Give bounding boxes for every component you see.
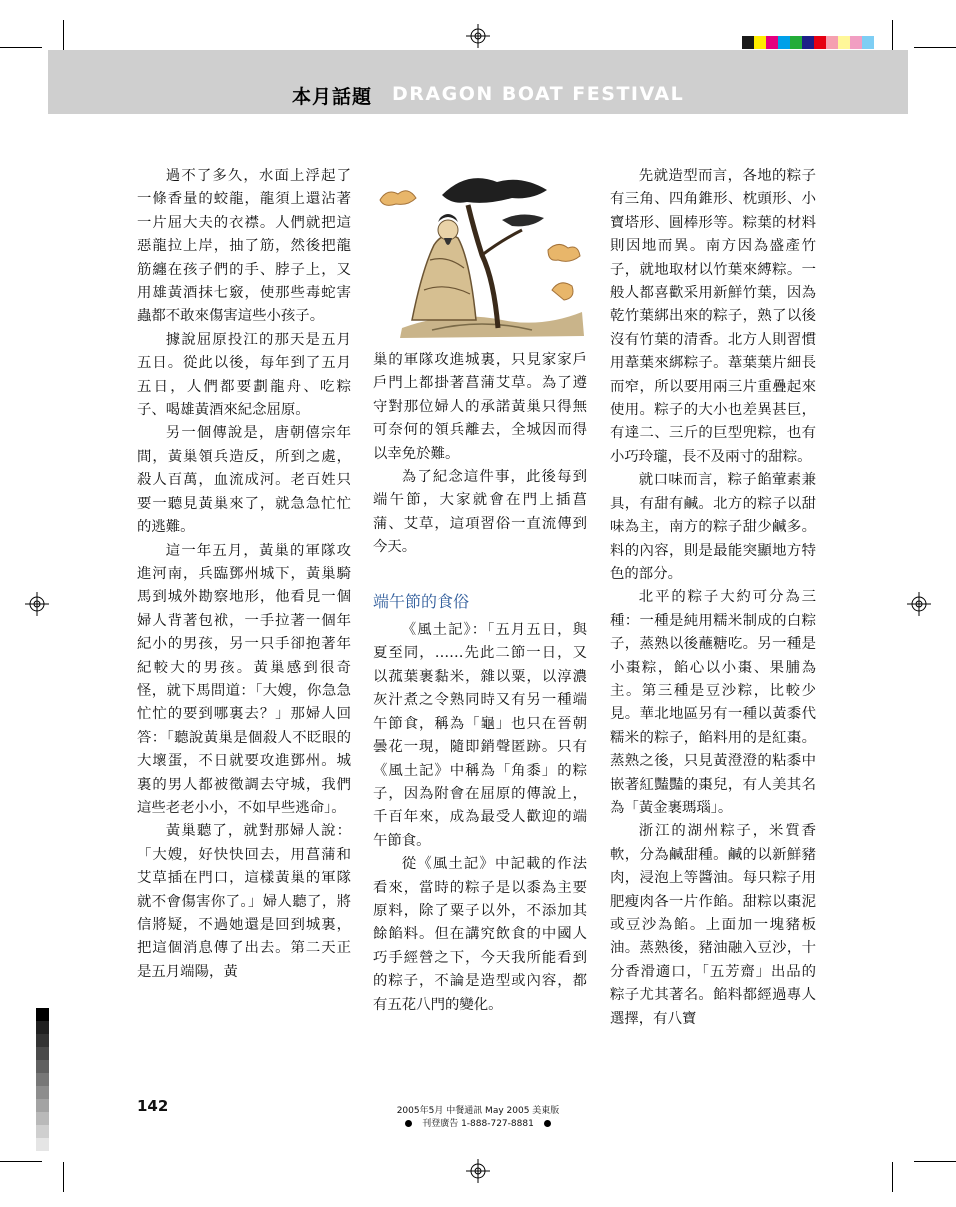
color-calibration-bar	[742, 36, 874, 49]
crop-mark	[892, 1162, 893, 1192]
color-swatch	[862, 36, 874, 49]
gray-swatch	[36, 1086, 49, 1099]
text-column-1	[137, 165, 351, 984]
crop-mark	[892, 20, 893, 50]
text-column-2	[373, 349, 587, 1017]
registration-target-icon	[907, 592, 931, 616]
crop-mark	[914, 1161, 956, 1162]
registration-target-icon	[466, 24, 490, 48]
registration-target-icon	[25, 592, 49, 616]
crop-mark	[914, 47, 956, 48]
paragraph: 從《風土記》中記載的作法看來，當時的粽子是以黍為主要原料，除了粟子以外，不添加其餘餡料。但在講究飲食的中國人巧手經營之下，今天我所能看到的粽子，不論是造型或內容，都有五花八門的變化。	[373, 856, 587, 1013]
section-heading: 端午節的食俗	[373, 591, 470, 611]
qu-yuan-illustration-icon	[372, 160, 590, 342]
paragraph: 就口味而言，粽子餡葷素兼具，有甜有鹹。北方的粽子以甜味為主，南方的粽子甜少鹹多。料的內容，則是最能突顯地方特色的部分。	[610, 472, 816, 582]
gray-swatch	[36, 1073, 49, 1086]
ad-text: 刊登廣告 1-888-727-8881	[422, 1119, 534, 1129]
color-swatch	[754, 36, 766, 49]
section-title-cn: 本月話題	[292, 86, 373, 108]
color-swatch	[850, 36, 862, 49]
gray-swatch	[36, 1008, 49, 1021]
paragraph: 先就造型而言，各地的粽子有三角、四角錐形、枕頭形、小寶塔形、圓棒形等。粽葉的材料則因地而異。南方因為盛產竹子，就地取材以竹葉來縛粽。一般人都喜歡采用新鮮竹葉，因為乾竹葉綁出來的粽子，熟了以後沒有竹葉的清香。北方人則習慣用葦葉來綁粽子。葦葉葉片細長而窄，所以要用兩三片重疊起來使用。粽子的大小也差異甚巨，有達二、三斤的巨型兜粽，也有小巧玲瓏，長不及兩寸的甜粽。	[610, 168, 816, 465]
paragraph: 浙江的湖州粽子，米質香軟，分為鹹甜種。鹹的以新鮮豬肉，浸泡上等醬油。每只粽子用肥瘦肉各一片作餡。甜粽以棗泥或豆沙為餡。上面加一塊豬板油。蒸熟後，豬油融入豆沙，十分香滑適口，「五芳齋」出品的粽子尤其著名。餡料都經過專人選擇，有八寶	[610, 823, 816, 1027]
color-swatch	[814, 36, 826, 49]
gray-swatch	[36, 1047, 49, 1060]
color-swatch	[802, 36, 814, 49]
crop-mark	[63, 20, 64, 50]
paragraph: 黃巢聽了，就對那婦人說：「大嫂，好快快回去，用菖蒲和艾草插在門口，這樣黃巢的軍隊就不會傷害你了。」婦人聽了，將信將疑，不過她還是回到城裏，把這個消息傳了出去。第二天正是五月端陽，黃	[137, 823, 351, 980]
paragraph: 過不了多久，水面上浮起了一條香量的蛟龍，龍須上還沾著一片屈大夫的衣襟。人們就把這惡龍拉上岸，抽了筋，然後把龍筋纏在孩子們的手、脖子上，又用雄黃酒抹七竅，使那些毒蛇害蟲都不敢來傷害這些小孩子。	[137, 168, 351, 325]
gray-swatch	[36, 1034, 49, 1047]
grayscale-calibration-bar	[36, 1008, 49, 1151]
paragraph: 另一個傳說是，唐朝僖宗年間，黃巢領兵造反，所到之處，殺人百萬，血流成河。老百姓只要一聽見黃巢來了，就急急忙忙的逃難。	[137, 425, 351, 536]
paragraph: 巢的軍隊攻進城裏，只見家家戶戶門上都掛著菖蒲艾草。為了遵守對那位婦人的承諾黃巢只得無可奈何的領兵離去，全城因而得以幸免於難。	[373, 352, 587, 462]
section-title-en: DRAGON BOAT FESTIVAL	[392, 83, 685, 105]
paragraph: 北平的粽子大約可分為三種：一種是純用糯米制成的白粽子，蒸熟以後蘸糖吃。另一種是小棗粽，餡心以小棗、果脯為主。第三種是豆沙粽，比較少見。華北地區另有一種以黃黍代糯米的粽子，餡料用的是紅棗。蒸熟之後，只見黃澄澄的粘黍中嵌著紅豔豔的棗兒，有人美其名為「黃金裹瑪瑙」。	[610, 589, 816, 816]
page-number: 142	[137, 1097, 169, 1115]
text-column-3	[610, 165, 816, 1031]
color-swatch	[838, 36, 850, 49]
color-swatch	[742, 36, 754, 49]
bullet-icon	[405, 1120, 412, 1127]
crop-mark	[0, 1161, 42, 1162]
color-swatch	[790, 36, 802, 49]
paragraph: 為了紀念這件事，此後每到端午節，大家就會在門上插菖蒲、艾草，這項習俗一直流傳到今天。	[373, 469, 587, 556]
color-swatch	[778, 36, 790, 49]
color-swatch	[826, 36, 838, 49]
gray-swatch	[36, 1060, 49, 1073]
paragraph: 這一年五月，黃巢的軍隊攻進河南，兵臨鄧州城下，黃巢騎馬到城外勘察地形，他看見一個婦人背著包袱，一手拉著一個年紀小的男孩，另一只手卻抱著年紀較大的男孩。黃巢感到很奇怪，就下馬問道：「大嫂，你急急忙忙的要到哪裏去？」那婦人回答：「聽說黃巢是個殺人不眨眼的大壞蛋，不日就要攻進鄧州。城裏的男人都被徵調去守城，我們這些老老小小，不如早些逃命」。	[137, 542, 351, 816]
crop-mark	[63, 1162, 64, 1192]
bullet-icon	[544, 1120, 551, 1127]
gray-swatch	[36, 1021, 49, 1034]
ad-line	[0, 1116, 956, 1129]
gray-swatch	[36, 1138, 49, 1151]
paragraph: 《風土記》：「五月五日，與夏至同，……先此二節一日，又以菰葉裹黏米，雜以粟，以淳濃灰汁煮之令熟同時又有另一種端午節食，稱為「龜」也只在晉朝曇花一現，隨即銷聲匿跡。只有《風土記》中稱為「角黍」的粽子，因為附會在屈原的傳說上，千百年來，成為最受人歡迎的端午節食。	[373, 622, 587, 849]
color-swatch	[766, 36, 778, 49]
registration-target-icon	[466, 1159, 490, 1183]
issue-line: 2005年5月 中餐通訊 May 2005 美東版	[396, 1106, 560, 1116]
paragraph: 據說屈原投江的那天是五月五日。從此以後，每年到了五月五日，人們都要劃龍舟、吃粽子、喝雄黃酒來紀念屈原。	[137, 331, 351, 419]
crop-mark	[0, 47, 42, 48]
